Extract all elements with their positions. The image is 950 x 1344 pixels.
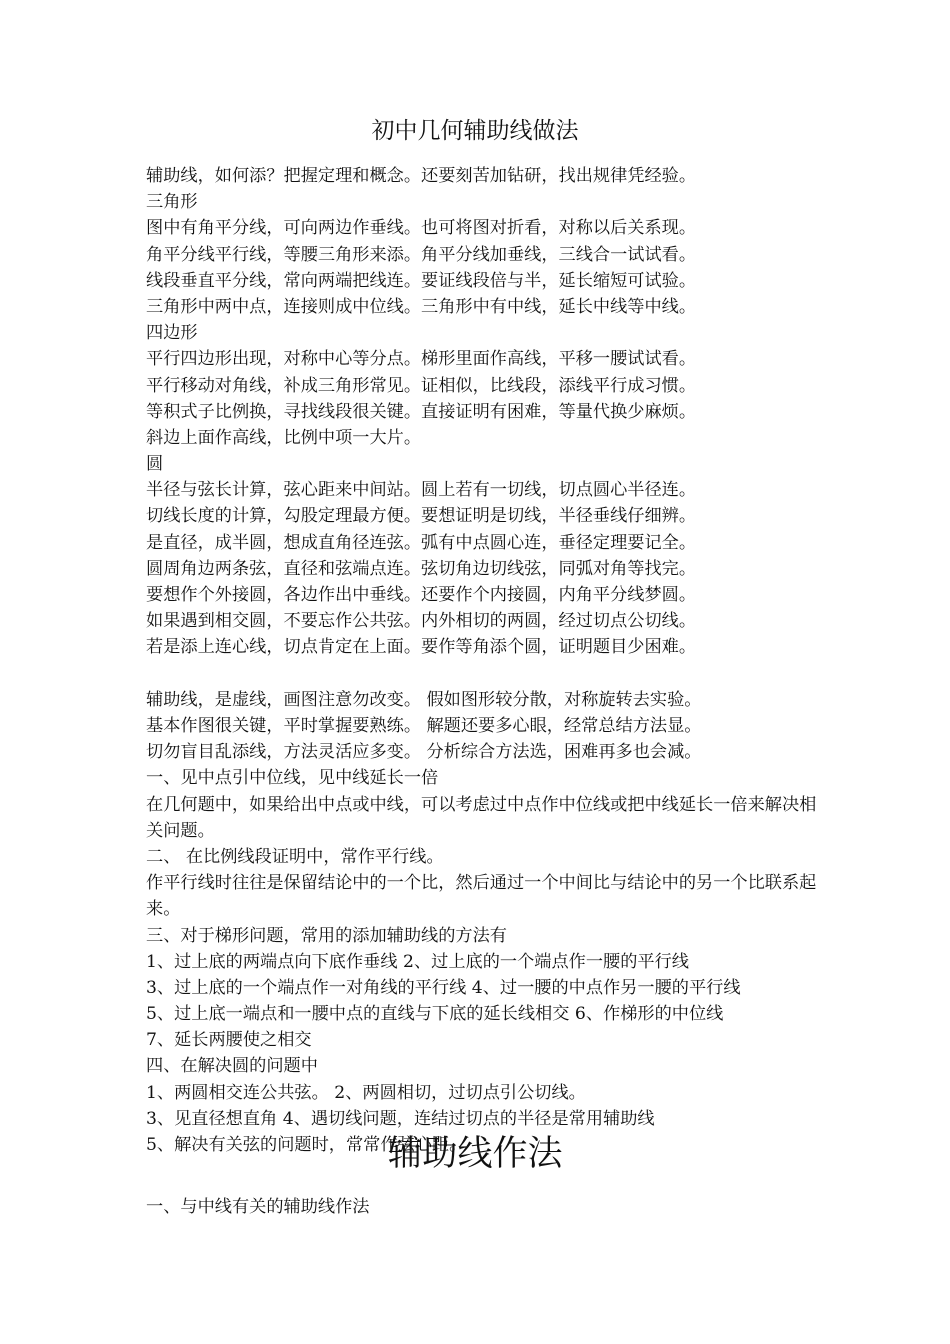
- subheading-quadrilateral: 四边形: [146, 323, 198, 344]
- text-line: 图中有角平分线，可向两边作垂线。也可将图对折看，对称以后关系现。: [146, 218, 697, 239]
- subheading-circle: 圆: [146, 454, 164, 475]
- method-heading-1: 一、见中点引中位线，见中线延长一倍: [146, 768, 439, 789]
- summary-section: [146, 687, 826, 1158]
- section-heading: 辅助线作法: [387, 1134, 563, 1174]
- section-first-line: 一、与中线有关的辅助线作法: [146, 1197, 370, 1217]
- list-item: 1、两圆相交连公共弦。 2、两圆相切，过切点引公切线。: [146, 1082, 586, 1103]
- text-line: 角平分线平行线，等腰三角形来添。角平分线加垂线，三线合一试试看。: [146, 244, 697, 265]
- page-title: 初中几何辅助线做法: [371, 118, 579, 144]
- verse-section: [146, 163, 826, 661]
- text-line: 辅助线，如何添？把握定理和概念。还要刻苦加钻研，找出规律凭经验。: [146, 166, 697, 186]
- text-line: 圆周角边两条弦，直径和弦端点连。弦切角边切线弦，同弧对角等找完。: [146, 558, 697, 579]
- text-line: 平行四边形出现，对称中心等分点。梯形里面作高线，平移一腰试试看。: [146, 349, 697, 370]
- text-line: 切勿盲目乱添线，方法灵活应多变。 分析综合方法选，困难再多也会减。: [146, 742, 702, 763]
- text-line: 是直径，成半圆，想成直角径连弦。弧有中点圆心连，垂径定理要记全。: [146, 532, 697, 553]
- list-item: 3、过上底的一个端点作一对角线的平行线 4、过一腰的中点作另一腰的平行线: [146, 977, 741, 998]
- method-heading-2: 二、 在比例线段证明中，常作平行线。: [146, 846, 444, 867]
- text-line: 若是添上连心线，切点肯定在上面。要作等角添个圆，证明题目少困难。: [146, 637, 697, 658]
- text-line: 等积式子比例换，寻找线段很关键。直接证明有困难，等量代换少麻烦。: [146, 401, 697, 422]
- paragraph: 在几何题中，如果给出中点或中线，可以考虑过中点作中位线或把中线延长一倍来解决相关问题。: [146, 794, 817, 841]
- method-heading-3: 三、对于梯形问题，常用的添加辅助线的方法有: [146, 925, 507, 946]
- list-item: 3、见直径想直角 4、遇切线问题，连结过切点的半径是常用辅助线: [146, 1108, 655, 1129]
- text-line: 斜边上面作高线，比例中项一大片。: [146, 427, 422, 448]
- text-line: 切线长度的计算，勾股定理最方便。要想证明是切线，半径垂线仔细辨。: [146, 506, 697, 527]
- text-line: 线段垂直平分线，常向两端把线连。要证线段倍与半，延长缩短可试验。: [146, 270, 697, 291]
- list-item: 7、延长两腰使之相交: [146, 1030, 312, 1051]
- text-line: 要想作个外接圆，各边作出中垂线。还要作个内接圆，内角平分线梦圆。: [146, 585, 697, 605]
- text-line: 如果遇到相交圆，不要忘作公共弦。内外相切的两圆，经过切点公切线。: [146, 611, 697, 632]
- list-item: 5、解决有关弦的问题时，常常作弦心距。: [146, 1135, 467, 1155]
- list-item: 1、过上底的两端点向下底作垂线 2、过上底的一个端点作一腰的平行线: [146, 951, 689, 972]
- text-line: 半径与弦长计算，弦心距来中间站。圆上若有一切线，切点圆心半径连。: [146, 480, 697, 501]
- spacer: [146, 661, 826, 687]
- paragraph: 作平行线时往往是保留结论中的一个比，然后通过一个中间比与结论中的另一个比联系起来。: [146, 873, 817, 920]
- text-line: 基本作图很关键，平时掌握要熟练。 解题还要多心眼，经常总结方法显。: [146, 715, 702, 736]
- subheading-triangle: 三角形: [146, 192, 198, 213]
- body-text: [146, 163, 826, 1158]
- method-heading-4: 四、在解决圆的问题中: [146, 1056, 318, 1077]
- text-line: 辅助线，是虚线，画图注意勿改变。 假如图形较分散，对称旋转去实验。: [146, 689, 702, 710]
- list-item: 5、过上底一端点和一腰中点的直线与下底的延长线相交 6、作梯形的中位线: [146, 1004, 724, 1025]
- text-line: 平行移动对角线，补成三角形常见。证相似，比线段，添线平行成习惯。: [146, 375, 697, 396]
- text-line: 三角形中两中点，连接则成中位线。三角形中有中线，延长中线等中线。: [146, 296, 697, 317]
